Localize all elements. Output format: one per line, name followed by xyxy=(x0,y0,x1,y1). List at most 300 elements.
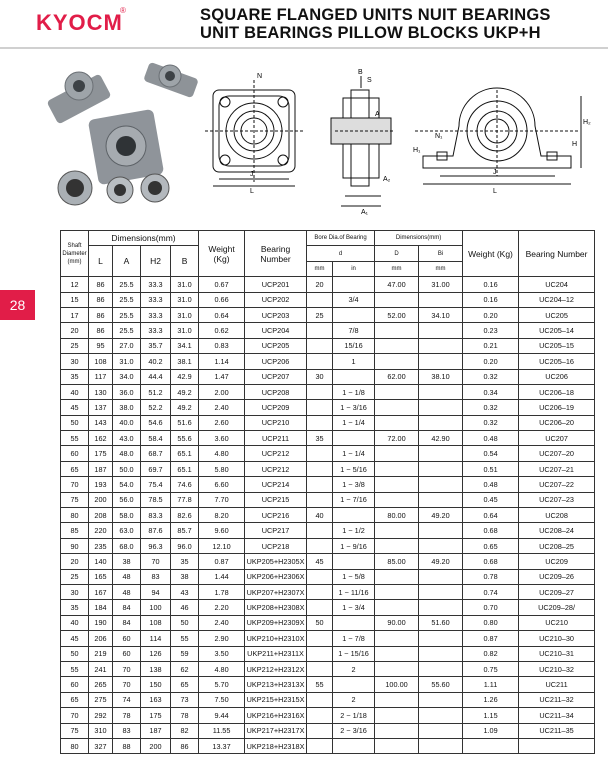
cell-a: 83 xyxy=(113,723,141,738)
cell-bore-mm xyxy=(307,600,333,615)
cell-bore-in: 2 xyxy=(333,661,375,676)
cell-outer-d xyxy=(375,400,419,415)
cell-a: 84 xyxy=(113,600,141,615)
header-big-d: D xyxy=(375,246,419,261)
cell-b: 35 xyxy=(171,554,199,569)
table-row xyxy=(61,554,595,569)
table-row xyxy=(61,538,595,553)
cell-insert-weight: 0.54 xyxy=(463,446,519,461)
cell-b: 82 xyxy=(171,723,199,738)
cell-b: 51.6 xyxy=(171,415,199,430)
cell-b: 96.0 xyxy=(171,538,199,553)
cell-shaft: 70 xyxy=(61,708,89,723)
cell-h2: 35.7 xyxy=(141,338,171,353)
cell-h2: 94 xyxy=(141,584,171,599)
cell-weight: 4.80 xyxy=(199,446,245,461)
header-l: L xyxy=(89,246,113,277)
cell-h2: 200 xyxy=(141,738,171,753)
cell-l: 190 xyxy=(89,615,113,630)
cell-insert-number: UC209–26 xyxy=(519,569,595,584)
cell-weight: 2.40 xyxy=(199,400,245,415)
cell-bearing-number: UCP216 xyxy=(245,508,307,523)
header-unit-mm: mm xyxy=(307,261,333,276)
cell-outer-d xyxy=(375,338,419,353)
cell-width-bi xyxy=(419,600,463,615)
cell-insert-number: UC206–20 xyxy=(519,415,595,430)
table-row xyxy=(61,384,595,399)
cell-h2: 33.3 xyxy=(141,307,171,322)
cell-shaft: 65 xyxy=(61,692,89,707)
cell-b: 43 xyxy=(171,584,199,599)
cell-bore-mm: 25 xyxy=(307,307,333,322)
cell-l: 137 xyxy=(89,400,113,415)
flange-drawing-icon xyxy=(205,80,303,186)
cell-width-bi xyxy=(419,446,463,461)
cell-bearing-number: UCP201 xyxy=(245,277,307,292)
cell-weight: 3.60 xyxy=(199,431,245,446)
cell-l: 208 xyxy=(89,508,113,523)
cell-shaft: 45 xyxy=(61,400,89,415)
cell-bore-mm xyxy=(307,400,333,415)
cell-insert-number: UC205–14 xyxy=(519,323,595,338)
cell-bore-mm xyxy=(307,477,333,492)
cell-h2: 100 xyxy=(141,600,171,615)
cell-insert-weight: 1.11 xyxy=(463,677,519,692)
cell-a: 25.5 xyxy=(113,292,141,307)
header-dimensions: Dimensions(mm) xyxy=(89,231,199,246)
cell-shaft: 50 xyxy=(61,646,89,661)
cell-bore-in xyxy=(333,277,375,292)
cell-b: 65.1 xyxy=(171,461,199,476)
cell-a: 25.5 xyxy=(113,277,141,292)
cell-outer-d xyxy=(375,538,419,553)
cell-bearing-number: UKP208+H2308X xyxy=(245,600,307,615)
cell-shaft: 40 xyxy=(61,384,89,399)
cell-bearing-number: UCP208 xyxy=(245,384,307,399)
cell-l: 86 xyxy=(89,292,113,307)
cell-weight: 5.70 xyxy=(199,677,245,692)
cell-bore-in: 1 ~ 5/16 xyxy=(333,461,375,476)
cell-bore-mm xyxy=(307,584,333,599)
cell-insert-number: UC206–18 xyxy=(519,384,595,399)
table-row xyxy=(61,446,595,461)
cell-outer-d: 100.00 xyxy=(375,677,419,692)
cell-a: 56.0 xyxy=(113,492,141,507)
cell-width-bi: 55.60 xyxy=(419,677,463,692)
cell-bore-mm: 45 xyxy=(307,554,333,569)
cell-width-bi: 51.60 xyxy=(419,615,463,630)
cell-bearing-number: UCP215 xyxy=(245,492,307,507)
cell-bore-mm xyxy=(307,646,333,661)
cell-outer-d: 80.00 xyxy=(375,508,419,523)
cell-bore-in: 2 ~ 1/18 xyxy=(333,708,375,723)
cell-shaft: 35 xyxy=(61,369,89,384)
cell-bearing-number: UCP202 xyxy=(245,292,307,307)
cell-a: 74 xyxy=(113,692,141,707)
cell-width-bi xyxy=(419,661,463,676)
cell-shaft: 75 xyxy=(61,492,89,507)
cell-weight: 4.80 xyxy=(199,661,245,676)
cell-l: 327 xyxy=(89,738,113,753)
cell-outer-d xyxy=(375,415,419,430)
cell-shaft: 12 xyxy=(61,277,89,292)
cell-outer-d xyxy=(375,569,419,584)
cell-weight: 0.83 xyxy=(199,338,245,353)
pillow-label-j: J xyxy=(493,169,497,176)
cell-insert-number: UC210–32 xyxy=(519,661,595,676)
cell-b: 46 xyxy=(171,600,199,615)
cell-h2: 33.3 xyxy=(141,277,171,292)
cell-weight: 9.60 xyxy=(199,523,245,538)
section-drawing-icon xyxy=(331,76,395,206)
cell-bore-mm: 20 xyxy=(307,277,333,292)
cell-weight: 2.00 xyxy=(199,384,245,399)
header-unit-mm-2: mm xyxy=(375,261,419,276)
table-row xyxy=(61,338,595,353)
cell-bore-in xyxy=(333,738,375,753)
cell-outer-d xyxy=(375,600,419,615)
table-row xyxy=(61,692,595,707)
cell-weight: 2.60 xyxy=(199,415,245,430)
cell-insert-number: UC208–24 xyxy=(519,523,595,538)
cell-insert-weight: 0.80 xyxy=(463,615,519,630)
cell-bore-in: 1 ~ 9/16 xyxy=(333,538,375,553)
cell-bearing-number: UCP218 xyxy=(245,538,307,553)
section-label-a: A xyxy=(375,111,380,118)
cell-insert-number: UC205–15 xyxy=(519,338,595,353)
cell-bore-in: 1 ~ 5/8 xyxy=(333,569,375,584)
table-row xyxy=(61,277,595,292)
cell-insert-weight: 0.20 xyxy=(463,307,519,322)
cell-bearing-number: UKP207+H2307X xyxy=(245,584,307,599)
cell-l: 184 xyxy=(89,600,113,615)
cell-bearing-number: UKP212+H2312X xyxy=(245,661,307,676)
cell-insert-weight: 0.74 xyxy=(463,584,519,599)
cell-h2: 70 xyxy=(141,554,171,569)
section-label-a2: A₂ xyxy=(383,176,391,183)
product-illustrations xyxy=(45,56,590,216)
cell-h2: 58.4 xyxy=(141,431,171,446)
cell-insert-number: UC211–35 xyxy=(519,723,595,738)
cell-outer-d xyxy=(375,708,419,723)
cell-l: 193 xyxy=(89,477,113,492)
brand-name: KYOCM xyxy=(36,10,123,35)
header-dimensions-2: Dimensions(mm) xyxy=(375,231,463,246)
cell-bearing-number: UKP215+H2315X xyxy=(245,692,307,707)
cell-bore-mm xyxy=(307,723,333,738)
cell-insert-number: UC207 xyxy=(519,431,595,446)
cell-outer-d xyxy=(375,323,419,338)
cell-bore-mm: 50 xyxy=(307,615,333,630)
pillow-label-h: H xyxy=(572,141,578,148)
cell-insert-number: UC209–27 xyxy=(519,584,595,599)
cell-bore-mm xyxy=(307,523,333,538)
header-d: d xyxy=(307,246,375,261)
cell-a: 48 xyxy=(113,584,141,599)
cell-h2: 96.3 xyxy=(141,538,171,553)
cell-a: 31.0 xyxy=(113,354,141,369)
cell-insert-number: UC207–23 xyxy=(519,492,595,507)
page-number-tab: 28 xyxy=(0,290,35,320)
table-row xyxy=(61,584,595,599)
cell-width-bi xyxy=(419,569,463,584)
cell-bore-mm xyxy=(307,354,333,369)
header-shaft: Shaft Diameter (mm) xyxy=(61,231,89,277)
cell-h2: 69.7 xyxy=(141,461,171,476)
cell-weight: 9.44 xyxy=(199,708,245,723)
cell-a: 38 xyxy=(113,554,141,569)
cell-h2: 114 xyxy=(141,631,171,646)
cell-insert-number: UC209 xyxy=(519,554,595,569)
cell-a: 58.0 xyxy=(113,508,141,523)
cell-bore-in: 1 ~ 11/16 xyxy=(333,584,375,599)
cell-l: 117 xyxy=(89,369,113,384)
cell-h2: 75.4 xyxy=(141,477,171,492)
pillow-label-h1: H₁ xyxy=(413,147,421,154)
cell-shaft: 60 xyxy=(61,446,89,461)
cell-b: 85.7 xyxy=(171,523,199,538)
cell-width-bi xyxy=(419,415,463,430)
cell-width-bi xyxy=(419,723,463,738)
cell-shaft: 25 xyxy=(61,338,89,353)
cell-bore-in: 1 ~ 3/16 xyxy=(333,400,375,415)
cell-shaft: 30 xyxy=(61,584,89,599)
cell-weight: 1.14 xyxy=(199,354,245,369)
cell-shaft: 15 xyxy=(61,292,89,307)
cell-weight: 0.87 xyxy=(199,554,245,569)
cell-bearing-number: UKP210+H2310X xyxy=(245,631,307,646)
cell-shaft: 90 xyxy=(61,538,89,553)
cell-h2: 87.6 xyxy=(141,523,171,538)
cell-bore-mm xyxy=(307,446,333,461)
cell-bore-in xyxy=(333,307,375,322)
cell-insert-weight: 0.45 xyxy=(463,492,519,507)
cell-h2: 33.3 xyxy=(141,323,171,338)
cell-b: 31.0 xyxy=(171,307,199,322)
cell-a: 43.0 xyxy=(113,431,141,446)
cell-bore-in: 1 ~ 1/4 xyxy=(333,415,375,430)
cell-shaft: 17 xyxy=(61,307,89,322)
cell-b: 49.2 xyxy=(171,400,199,415)
cell-bore-mm xyxy=(307,323,333,338)
cell-bore-in: 15/16 xyxy=(333,338,375,353)
cell-h2: 40.2 xyxy=(141,354,171,369)
cell-h2: 52.2 xyxy=(141,400,171,415)
cell-l: 95 xyxy=(89,338,113,353)
header-h2: H2 xyxy=(141,246,171,277)
cell-insert-number: UC208–25 xyxy=(519,538,595,553)
cell-bore-in xyxy=(333,508,375,523)
cell-l: 143 xyxy=(89,415,113,430)
cell-insert-number: UC210 xyxy=(519,615,595,630)
header-weight: Weight (Kg) xyxy=(199,231,245,277)
cell-b: 82.6 xyxy=(171,508,199,523)
cell-insert-weight: 0.48 xyxy=(463,477,519,492)
cell-l: 86 xyxy=(89,323,113,338)
cell-bore-mm: 40 xyxy=(307,508,333,523)
flange-label-l: L xyxy=(250,188,254,195)
cell-insert-weight: 0.75 xyxy=(463,661,519,676)
cell-l: 275 xyxy=(89,692,113,707)
cell-width-bi: 38.10 xyxy=(419,369,463,384)
cell-bore-in: 1 ~ 1/2 xyxy=(333,523,375,538)
spec-table xyxy=(60,230,595,754)
cell-insert-number: UC206–19 xyxy=(519,400,595,415)
cell-insert-weight: 0.32 xyxy=(463,415,519,430)
cell-insert-weight: 0.82 xyxy=(463,646,519,661)
header-unit-mm-3: mm xyxy=(419,261,463,276)
cell-insert-weight: 0.32 xyxy=(463,400,519,415)
section-label-b: B xyxy=(358,69,363,76)
cell-bore-mm: 30 xyxy=(307,369,333,384)
cell-shaft: 65 xyxy=(61,461,89,476)
cell-a: 50.0 xyxy=(113,461,141,476)
cell-l: 167 xyxy=(89,584,113,599)
cell-bore-in: 7/8 xyxy=(333,323,375,338)
cell-insert-number: UC206 xyxy=(519,369,595,384)
pillow-block-photo-icon xyxy=(46,72,111,125)
pillow-block-photo-icon-2 xyxy=(143,62,199,99)
table-row xyxy=(61,569,595,584)
table-row xyxy=(61,615,595,630)
cell-insert-weight: 0.87 xyxy=(463,631,519,646)
cell-bearing-number: UCP206 xyxy=(245,354,307,369)
cell-insert-number: UC211–34 xyxy=(519,708,595,723)
header-bore: Bore Dia.of Bearing xyxy=(307,231,375,246)
registered-mark: ® xyxy=(120,6,126,15)
cell-bearing-number: UKP218+H2318X xyxy=(245,738,307,753)
cell-weight: 11.55 xyxy=(199,723,245,738)
cell-insert-weight: 0.16 xyxy=(463,277,519,292)
cell-b: 34.1 xyxy=(171,338,199,353)
cell-outer-d xyxy=(375,354,419,369)
table-row xyxy=(61,661,595,676)
table-row xyxy=(61,738,595,753)
table-row xyxy=(61,631,595,646)
table-row xyxy=(61,492,595,507)
brand-logo xyxy=(36,6,126,36)
cell-bore-mm xyxy=(307,692,333,707)
cell-width-bi xyxy=(419,523,463,538)
cell-width-bi xyxy=(419,477,463,492)
cell-width-bi xyxy=(419,631,463,646)
cell-width-bi xyxy=(419,354,463,369)
cell-a: 68.0 xyxy=(113,538,141,553)
cell-h2: 83 xyxy=(141,569,171,584)
cell-b: 55.6 xyxy=(171,431,199,446)
cell-bearing-number: UKP205+H2305X xyxy=(245,554,307,569)
cell-bore-mm xyxy=(307,292,333,307)
table-row xyxy=(61,677,595,692)
cell-weight: 0.67 xyxy=(199,277,245,292)
cell-insert-weight: 0.34 xyxy=(463,384,519,399)
cell-h2: 150 xyxy=(141,677,171,692)
cell-b: 62 xyxy=(171,661,199,676)
cell-insert-weight: 1.26 xyxy=(463,692,519,707)
cell-bore-in: 1 ~ 7/8 xyxy=(333,631,375,646)
cell-a: 88 xyxy=(113,738,141,753)
cell-insert-weight: 0.64 xyxy=(463,508,519,523)
cell-shaft: 80 xyxy=(61,508,89,523)
cell-b: 38 xyxy=(171,569,199,584)
cell-bearing-number: UKP206+H2306X xyxy=(245,569,307,584)
cell-l: 165 xyxy=(89,569,113,584)
cell-l: 130 xyxy=(89,384,113,399)
cell-width-bi xyxy=(419,461,463,476)
header-b: B xyxy=(171,246,199,277)
cell-l: 187 xyxy=(89,461,113,476)
cell-bore-in: 1 ~ 3/8 xyxy=(333,477,375,492)
cell-shaft: 80 xyxy=(61,738,89,753)
cell-outer-d: 47.00 xyxy=(375,277,419,292)
cell-bearing-number: UKP213+H2313X xyxy=(245,677,307,692)
cell-bore-in: 1 ~ 15/16 xyxy=(333,646,375,661)
cell-l: 162 xyxy=(89,431,113,446)
cell-a: 63.0 xyxy=(113,523,141,538)
cell-width-bi xyxy=(419,492,463,507)
cell-width-bi xyxy=(419,292,463,307)
cell-outer-d xyxy=(375,492,419,507)
cell-b: 38.1 xyxy=(171,354,199,369)
cell-b: 50 xyxy=(171,615,199,630)
cell-b: 31.0 xyxy=(171,323,199,338)
cell-h2: 83.3 xyxy=(141,508,171,523)
cell-bore-in: 2 xyxy=(333,692,375,707)
cell-insert-weight: 0.65 xyxy=(463,538,519,553)
cell-insert-weight: 1.09 xyxy=(463,723,519,738)
cell-bearing-number: UCP217 xyxy=(245,523,307,538)
cell-l: 108 xyxy=(89,354,113,369)
cell-b: 86 xyxy=(171,738,199,753)
cell-b: 73 xyxy=(171,692,199,707)
cell-bore-in xyxy=(333,677,375,692)
cell-l: 292 xyxy=(89,708,113,723)
cell-bearing-number: UCP214 xyxy=(245,477,307,492)
cell-weight: 6.60 xyxy=(199,477,245,492)
table-header-row-1 xyxy=(61,231,595,246)
cell-b: 55 xyxy=(171,631,199,646)
cell-insert-number: UC204 xyxy=(519,277,595,292)
cell-width-bi: 42.90 xyxy=(419,431,463,446)
cell-weight: 1.47 xyxy=(199,369,245,384)
cell-l: 175 xyxy=(89,446,113,461)
cell-h2: 54.6 xyxy=(141,415,171,430)
cell-width-bi: 49.20 xyxy=(419,508,463,523)
cell-outer-d xyxy=(375,631,419,646)
cell-l: 310 xyxy=(89,723,113,738)
cell-bearing-number: UCP204 xyxy=(245,323,307,338)
cell-l: 86 xyxy=(89,277,113,292)
table-row xyxy=(61,461,595,476)
cell-b: 74.6 xyxy=(171,477,199,492)
cell-bore-mm xyxy=(307,384,333,399)
table-row xyxy=(61,600,595,615)
table-row xyxy=(61,354,595,369)
cell-a: 54.0 xyxy=(113,477,141,492)
cell-outer-d xyxy=(375,523,419,538)
cell-weight: 2.20 xyxy=(199,600,245,615)
cell-b: 77.8 xyxy=(171,492,199,507)
cell-bearing-number: UCP207 xyxy=(245,369,307,384)
cell-h2: 51.2 xyxy=(141,384,171,399)
cell-bore-mm xyxy=(307,661,333,676)
cell-outer-d: 52.00 xyxy=(375,307,419,322)
cell-bore-in xyxy=(333,369,375,384)
cell-insert-weight: 0.51 xyxy=(463,461,519,476)
cell-b: 78 xyxy=(171,708,199,723)
cell-insert-number: UC204–12 xyxy=(519,292,595,307)
cell-h2: 163 xyxy=(141,692,171,707)
